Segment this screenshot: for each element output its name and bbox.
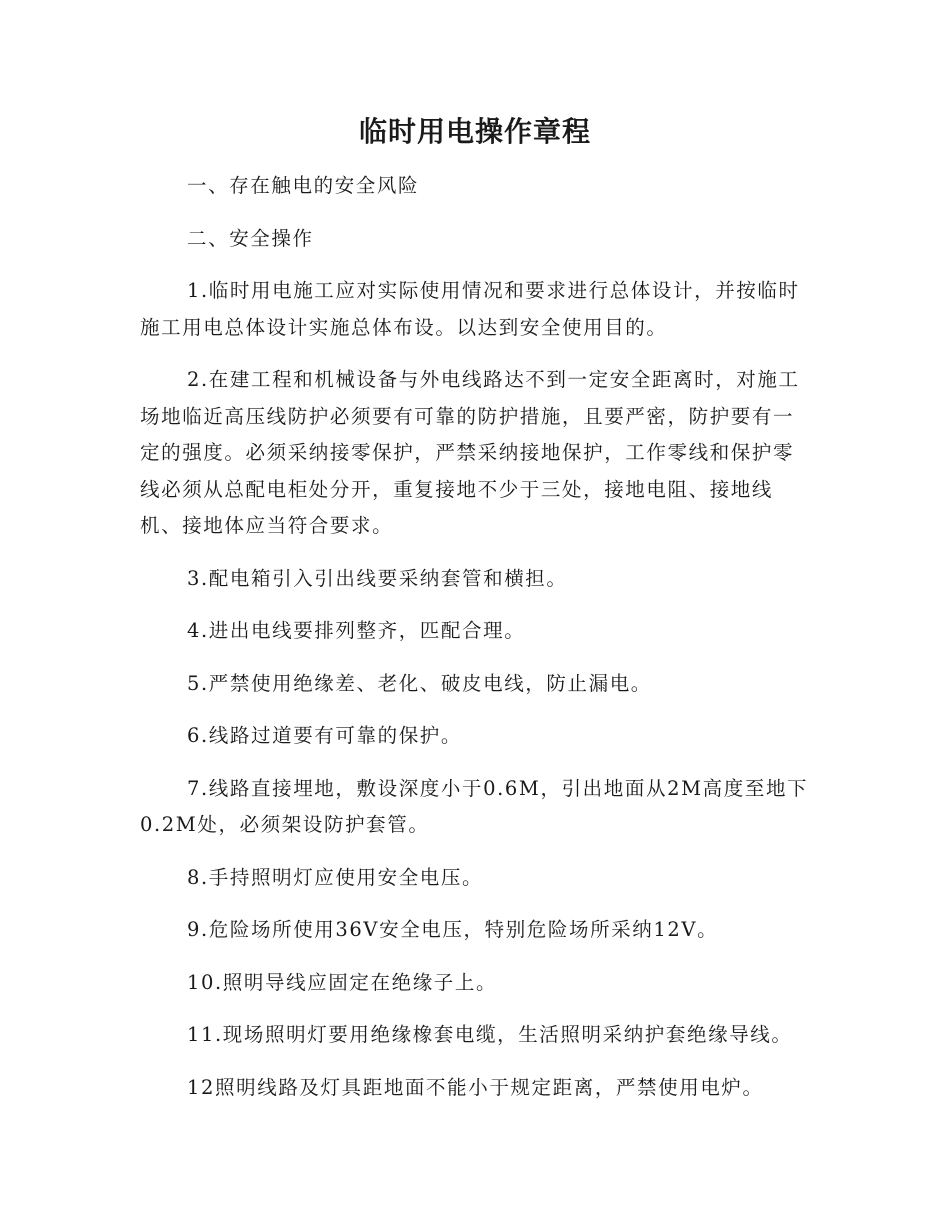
section-heading-operation: 二、安全操作 (187, 226, 314, 250)
paragraph-item-8: 8.手持照明灯应使用安全电压。 (187, 865, 484, 889)
paragraph-item-12: 12照明线路及灯具距地面不能小于规定距离，严禁使用电炉。 (187, 1075, 764, 1099)
section-heading-risk: 一、存在触电的安全风险 (187, 174, 420, 197)
paragraph-item-4: 4.进出电线要排列整齐，匹配合理。 (187, 619, 526, 642)
paragraph-item-6: 6.线路过道要有可靠的保护。 (187, 724, 463, 747)
paragraph-item-7: 7.线路直接埋地，敷设深度小于0.6M，引出地面从2M高度至地下0.2M处，必须架设防护套管。 (140, 776, 809, 836)
paragraph-item-1: 1.临时用电施工应对实际使用情况和要求进行总体设计，并按临时施工用电总体设计实施总体布设。以达到安全使用目的。 (140, 279, 800, 339)
paragraph-item-9: 9.危险场所使用36V安全电压，特别危险场所采纳12V。 (187, 918, 719, 941)
paragraph-item-10: 10.照明导线应固定在绝缘子上。 (187, 970, 498, 994)
document-body (140, 168, 810, 1122)
paragraph-item-5: 5.严禁使用绝缘差、老化、破皮电线，防止漏电。 (187, 671, 652, 695)
paragraph-item-2: 2.在建工程和机械设备与外电线路达不到一定安全距离时，对施工场地临近高压线防护必须要有可靠的防护措施，且要严密，防护要有一定的强度。必须采纳接零保护，严禁采纳接地保护，工作零线和保护零线必须从总配电柜处分开，重复接地不少于三处，接地电阻、接地线机、接地体应当符合要求。 (140, 368, 800, 537)
paragraph-item-3: 3.配电箱引入引出线要采纳套管和横担。 (187, 566, 568, 590)
document-title: 临时用电操作章程 (358, 115, 591, 148)
paragraph-item-11: 11.现场照明灯要用绝缘橡套电缆，生活照明采纳护套绝缘导线。 (187, 1023, 793, 1046)
